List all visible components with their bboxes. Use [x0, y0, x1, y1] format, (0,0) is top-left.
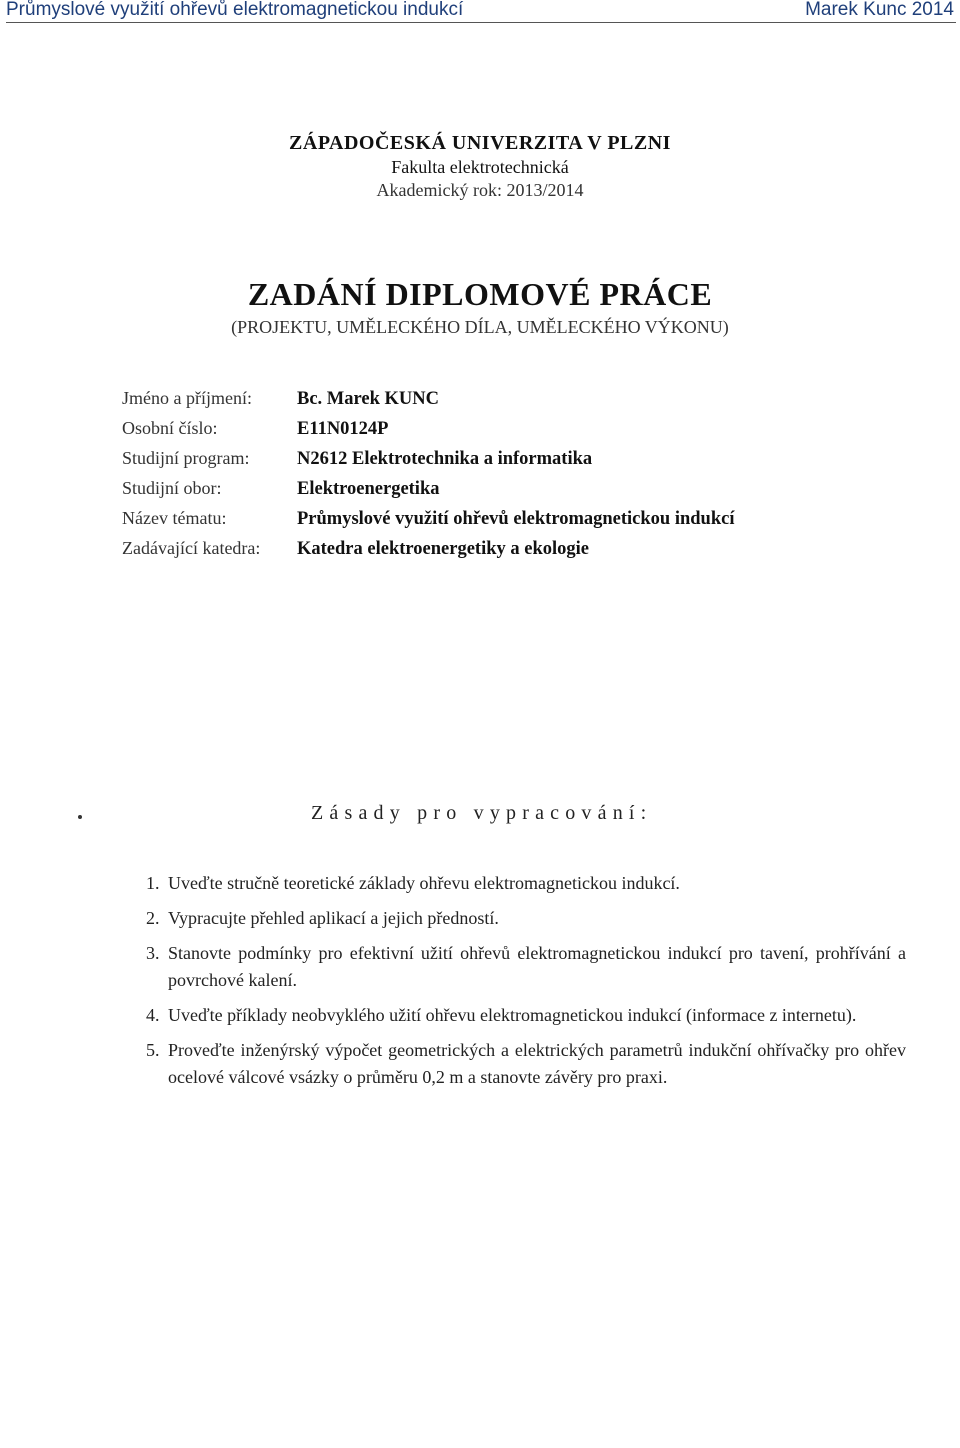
list-item: [146, 870, 906, 897]
page-header: [0, 0, 960, 24]
info-value: N2612 Elektrotechnika a informatika: [297, 449, 593, 469]
item-text: Uveďte stručně teoretické základy ohřevu elektromagnetickou indukcí.: [168, 873, 680, 893]
stray-dot-mark: [78, 815, 82, 819]
item-text: Proveďte inženýrský výpočet geometrických a elektrických parametrů indukční ohřívačky pro ohřev ocelové válcové vsázky o průměru 0,2 m a stanovte závěry pro praxi.: [168, 1040, 906, 1087]
student-info: [122, 388, 735, 568]
list-item: [146, 1037, 906, 1091]
info-label: Osobní číslo:: [122, 418, 218, 438]
list-item: [146, 940, 906, 994]
info-value: Průmyslové využití ohřevů elektromagnetickou indukcí: [297, 509, 735, 529]
info-value: E11N0124P: [297, 419, 389, 439]
info-value: Elektroenergetika: [297, 479, 440, 499]
info-row-name: [122, 388, 735, 418]
item-number: 4.: [146, 1005, 160, 1025]
info-value: Katedra elektroenergetiky a ekologie: [297, 539, 589, 559]
header-author: Marek Kunc 2014: [805, 0, 954, 20]
university-name: ZÁPADOČESKÁ UNIVERZITA V PLZNI: [289, 132, 671, 154]
header-title: Průmyslové využití ohřevů elektromagnetickou indukcí: [6, 0, 464, 20]
university-block: [0, 132, 960, 201]
info-row-topic: [122, 508, 735, 538]
info-label: Název tématu:: [122, 508, 227, 528]
principles-heading: Zásady pro vypracování:: [311, 802, 653, 824]
info-value: Bc. Marek KUNC: [297, 389, 439, 409]
info-label: Studijní obor:: [122, 478, 222, 498]
item-number: 2.: [146, 908, 160, 928]
item-text: Uveďte příklady neobvyklého užití ohřevu elektromagnetickou indukcí (informace z internetu).: [168, 1005, 857, 1025]
assignment-title: ZADÁNÍ DIPLOMOVÉ PRÁCE: [247, 276, 713, 312]
item-number: 3.: [146, 943, 160, 963]
info-row-program: [122, 448, 735, 478]
academic-year: Akademický rok: 2013/2014: [376, 180, 584, 200]
item-number: 1.: [146, 873, 160, 893]
assignment-block: [0, 276, 960, 338]
list-item: [146, 905, 906, 932]
info-row-personal-number: [122, 418, 735, 448]
info-label: Studijní program:: [122, 448, 250, 468]
info-row-department: [122, 538, 735, 568]
item-number: 5.: [146, 1040, 160, 1060]
info-label: Jméno a příjmení:: [122, 388, 252, 408]
item-text: Stanovte podmínky pro efektivní užití ohřevů elektromagnetickou indukcí pro tavení, prohřívání a povrchové kalení.: [168, 943, 906, 990]
info-label: Zadávající katedra:: [122, 538, 261, 558]
assignment-subtitle: (PROJEKTU, UMĚLECKÉHO DÍLA, UMĚLECKÉHO VÝKONU): [231, 317, 729, 337]
list-item: [146, 1002, 906, 1029]
header-rule: [6, 22, 956, 23]
info-row-field: [122, 478, 735, 508]
principles-list: [146, 870, 906, 1099]
faculty-name: Fakulta elektrotechnická: [391, 157, 569, 177]
item-text: Vypracujte přehled aplikací a jejich předností.: [168, 908, 499, 928]
